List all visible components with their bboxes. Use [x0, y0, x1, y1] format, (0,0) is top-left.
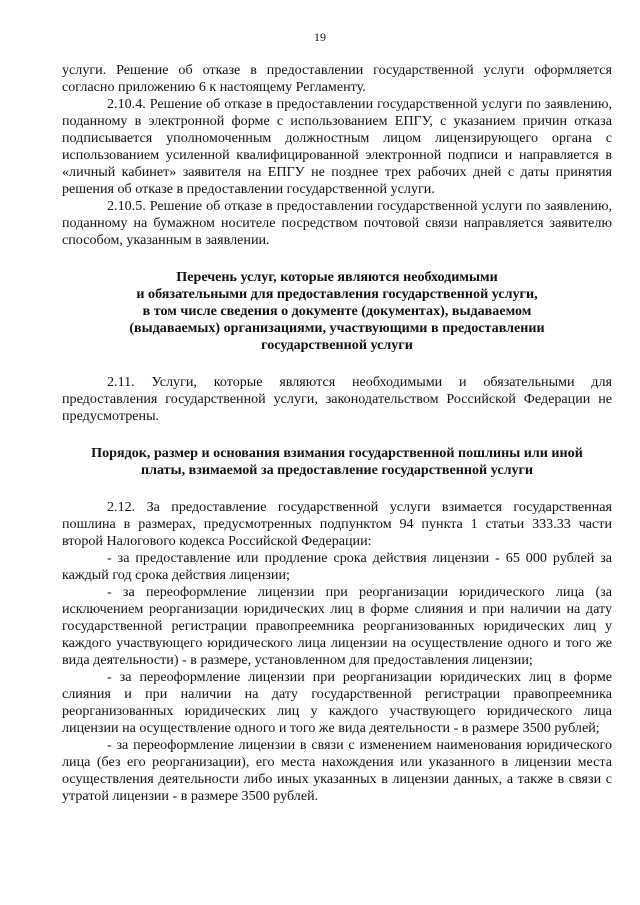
list-item-fee-merger: - за переоформление лицензии при реорганизации юридических лиц в форме слияния и при наличии на дату государственной регистрации правопреемника реорганизованных юридических лиц у каждого участвующего юридического лица лицензии на осуществление одного и того же вида деятельности - в размере 3500 рублей;	[62, 669, 612, 736]
list-item-fee-reorganization: - за переоформление лицензии при реорганизации юридического лица (за исключением реорганизации юридических лиц в форме слияния и при наличии на дату государственной регистрации правопреемника реорганизованных юридических лиц у каждого участвующего юридического лица лицензии на осуществление одного и того же вида деятельности) - в размере, установленном для предоставления лицензии;	[62, 584, 612, 668]
paragraph-2-10-4: 2.10.4. Решение об отказе в предоставлении государственной услуги по заявлению, поданному в электронной форме с использованием ЕПГУ, с указанием причин отказа подписывается уполномоченным должностным лицом лицензирующего органа с использованием усиленной квалифицированной электронной подписи и направляется в «личный кабинет» заявителя на ЕПГУ не позднее трех рабочих дней с даты принятия решения об отказе в предоставлении государственной услуги.	[62, 96, 612, 197]
heading-line: платы, взимаемой за предоставление государственной услуги	[140, 462, 534, 478]
list-item-fee-issue: - за предоставление или продление срока действия лицензии - 65 000 рублей за каждый год срока действия лицензии;	[62, 550, 612, 583]
section-heading-services-list	[62, 269, 612, 354]
list-item-fee-name-change: - за переоформление лицензии в связи с изменением наименования юридического лица (без его реорганизации), его места нахождения или указанного в лицензии места осуществления деятельности либо иных указанных в лицензии данных, а также в связи с утратой лицензии - в размере 3500 рублей.	[62, 737, 612, 804]
paragraph-2-11: 2.11. Услуги, которые являются необходимыми и обязательными для предоставления государственной услуги, законодательством Российской Федерации не предусмотрены.	[62, 374, 612, 424]
heading-line: государственной услуги	[261, 337, 413, 353]
heading-line: Перечень услуг, которые являются необходимыми	[176, 269, 498, 285]
paragraph-refusal-continuation: услуги. Решение об отказе в предоставлении государственной услуги оформляется согласно приложению 6 к настоящему Регламенту.	[62, 62, 612, 95]
heading-line: и обязательными для предоставления государственной услуги,	[136, 286, 538, 302]
section-heading-state-fee	[62, 445, 612, 479]
heading-line: в том числе сведения о документе (документах), выдаваемом	[142, 303, 532, 319]
paragraph-2-12: 2.12. За предоставление государственной услуги взимается государственная пошлина в размерах, предусмотренных подпунктом 94 пункта 1 статьи 333.33 части второй Налогового кодекса Российской Федерации:	[62, 499, 612, 549]
page-number: 19	[314, 30, 326, 44]
heading-line: Порядок, размер и основания взимания государственной пошлины или иной	[91, 445, 583, 461]
heading-line: (выдаваемых) организациями, участвующими в предоставлении	[129, 320, 545, 336]
document-body	[62, 62, 612, 805]
paragraph-2-10-5: 2.10.5. Решение об отказе в предоставлении государственной услуги по заявлению, поданному на бумажном носителе посредством почтовой связи направляется заявителю способом, указанным в заявлении.	[62, 198, 612, 248]
